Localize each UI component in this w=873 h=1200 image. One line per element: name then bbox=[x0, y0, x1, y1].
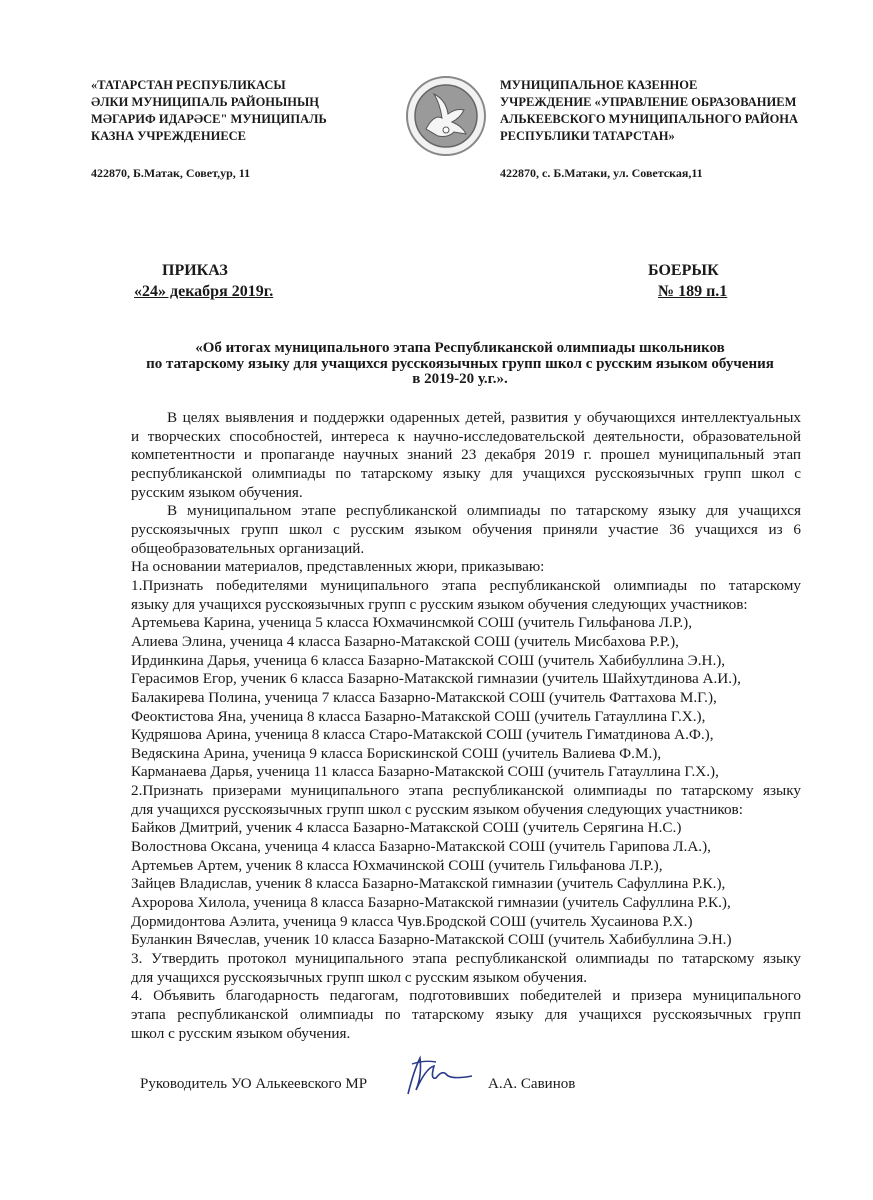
item2-line: 2.Признать призерами муниципального этапа республиканской олимпиады по татарскому языку bbox=[131, 782, 801, 800]
prizewinner-item: Дормидонтова Аэлита, ученица 9 класса Чув.Бродской СОШ (учитель Хусаинова Р.Х.) bbox=[131, 912, 693, 930]
item4-line: этапа республиканской олимпиады по татарскому языку для учащихся русскоязычных групп bbox=[131, 1006, 801, 1023]
prikaz-label: ПРИКАЗ bbox=[162, 262, 228, 279]
header-left-line: ӘЛКИ МУНИЦИПАЛЬ РАЙОНЫНЫҢ bbox=[91, 95, 320, 109]
document-title bbox=[100, 341, 820, 388]
para1-line: В целях выявления и поддержки одаренных детей, развития у обучающихся интеллектуальных bbox=[167, 409, 801, 426]
item2-line: для учащихся русскоязычных групп школ с русским языком обучения следующих участников: bbox=[131, 800, 743, 818]
header-left-line: МӘГАРИФ ИДАРӘСЕ" МУНИЦИПАЛЬ bbox=[91, 112, 327, 126]
header-right-line: УЧРЕЖДЕНИЕ «УПРАВЛЕНИЕ ОБРАЗОВАНИЕМ bbox=[500, 95, 797, 109]
winner-item: Герасимов Егор, ученик 6 класса Базарно-Матакской гимназии (учитель Шайхутдинова А.И.), bbox=[131, 670, 741, 688]
winner-item: Алиева Элина, ученица 4 класса Базарно-Матакской СОШ (учитель Мисбахова Р.Р.), bbox=[131, 632, 679, 650]
prizewinner-item: Зайцев Владислав, ученик 8 класса Базарно-Матакской гимназии (учитель Сафуллина Р.К.), bbox=[131, 875, 726, 893]
header-right-line: РЕСПУБЛИКИ ТАТАРСТАН» bbox=[500, 129, 675, 143]
header-left-line: «ТАТАРСТАН РЕСПУБЛИКАСЫ bbox=[91, 78, 286, 92]
para2-line: русскоязычных групп школ с русским языком обучения приняли участие 36 учащихся из 6 bbox=[131, 520, 801, 538]
title-line: в 2019-20 у.г.». bbox=[412, 371, 508, 387]
header-left-block bbox=[91, 77, 327, 145]
winner-item: Карманаева Дарья, ученица 11 класса Базарно-Матакской СОШ (учитель Гатауллина Г.Х.), bbox=[131, 763, 719, 781]
header-right-line: МУНИЦИПАЛЬНОЕ КАЗЕННОЕ bbox=[500, 78, 698, 92]
order-number: № 189 п.1 bbox=[658, 283, 728, 300]
winner-item: Ведяскина Арина, ученица 9 класса Борискинской СОШ (учитель Валиева Ф.М.), bbox=[131, 744, 662, 762]
item1-line: 1.Признать победителями муниципального этапа республиканской олимпиады по татарскому bbox=[131, 576, 801, 594]
basis-line: На основании материалов, представленных жюри, приказываю: bbox=[131, 558, 545, 576]
header-right-line: АЛЬКЕЕВСКОГО МУНИЦИПАЛЬНОГО РАЙОНА bbox=[500, 112, 799, 126]
title-line: «Об итогах муниципального этапа Республиканской олимпиады школьников bbox=[195, 340, 725, 356]
para1-line: республиканской олимпиады по татарскому языку для учащихся русскоязычных групп школ с bbox=[131, 464, 801, 482]
header-left-line: КАЗНА УЧРЕЖДЕНИЕСЕ bbox=[91, 129, 247, 143]
prizewinner-item: Артемьев Артем, ученик 8 класса Юхмачинской СОШ (учитель Гильфанова Л.Р.), bbox=[131, 856, 663, 874]
item4-line: школ с русским языком обучения. bbox=[131, 1024, 351, 1042]
order-date: «24» декабря 2019г. bbox=[134, 283, 274, 300]
handwritten-signature-icon bbox=[400, 1050, 480, 1105]
title-line: по татарскому языку для учащихся русскоязычных групп школ с русским языком обучения bbox=[146, 355, 774, 372]
para1-line: компетентности и пропаганде научных знаний 23 декабря 2019 г. прошел муниципальный этап bbox=[131, 446, 801, 464]
winner-item: Балакирева Полина, ученица 7 класса Базарно-Матакской СОШ (учитель Фаттахова М.Г.), bbox=[131, 688, 717, 706]
para2-line: общеобразовательных организаций. bbox=[131, 539, 365, 557]
winner-item: Артемьева Карина, ученица 5 класса Юхмачинсмкой СОШ (учитель Гильфанова Л.Р.), bbox=[131, 614, 693, 632]
item3-line: 3. Утвердить протокол муниципального этапа республиканской олимпиады по татарскому языку bbox=[131, 950, 801, 968]
prizewinner-item: Байков Дмитрий, ученик 4 класса Базарно-Матакской СОШ (учитель Серягина Н.С.) bbox=[131, 819, 682, 837]
item1-line: языку для учащихся русскоязычных групп с русским языком обучения следующих участников: bbox=[131, 595, 748, 613]
left-address: 422870, Б.Матак, Совет,ур, 11 bbox=[91, 166, 251, 180]
winner-item: Кудряшова Арина, ученица 8 класса Старо-Матакской СОШ (учитель Гиматдинова А.Ф.), bbox=[131, 726, 714, 744]
header-right-block bbox=[500, 77, 798, 145]
tatarstan-emblem-icon bbox=[404, 74, 488, 163]
prizewinner-item: Буланкин Вячеслав, ученик 10 класса Базарно-Матакской СОШ (учитель Хабибуллина Э.Н.) bbox=[131, 931, 732, 949]
winner-item: Ирдинкина Дарья, ученица 6 класса Базарно-Матакской СОШ (учитель Хабибуллина Э.Н.), bbox=[131, 651, 726, 669]
signatory-position: Руководитель УО Алькеевского МР bbox=[140, 1076, 368, 1092]
para1-line: и творческих способностей, интереса к научно-исследовательской деятельности, образовательной bbox=[131, 427, 801, 445]
boeryk-label: БОЕРЫК bbox=[648, 262, 719, 279]
document-body bbox=[131, 409, 801, 1043]
right-address: 422870, с. Б.Матаки, ул. Советская,11 bbox=[500, 166, 703, 180]
prizewinner-item: Ахророва Хилола, ученица 8 класса Базарно-Матакской гимназии (учитель Сафуллина Р.К.), bbox=[131, 894, 731, 912]
para1-line: русским языком обучения. bbox=[131, 483, 303, 501]
prizewinner-item: Волостнова Оксана, ученица 4 класса Базарно-Матакской СОШ (учитель Гарипова Л.А.), bbox=[131, 838, 711, 856]
winner-item: Феоктистова Яна, ученица 8 класса Базарно-Матакской СОШ (учитель Гатауллина Г.Х.), bbox=[131, 707, 706, 725]
item4-line: 4. Объявить благодарность педагогам, подготовивших победителей и призера муниципального bbox=[131, 987, 801, 1005]
item3-line: для учащихся русскоязычных групп школ с русским языком обучения. bbox=[131, 968, 588, 986]
signatory-name: А.А. Савинов bbox=[488, 1076, 576, 1092]
para2-line: В муниципальном этапе республиканской олимпиады по татарскому языку для учащихся bbox=[167, 502, 801, 520]
